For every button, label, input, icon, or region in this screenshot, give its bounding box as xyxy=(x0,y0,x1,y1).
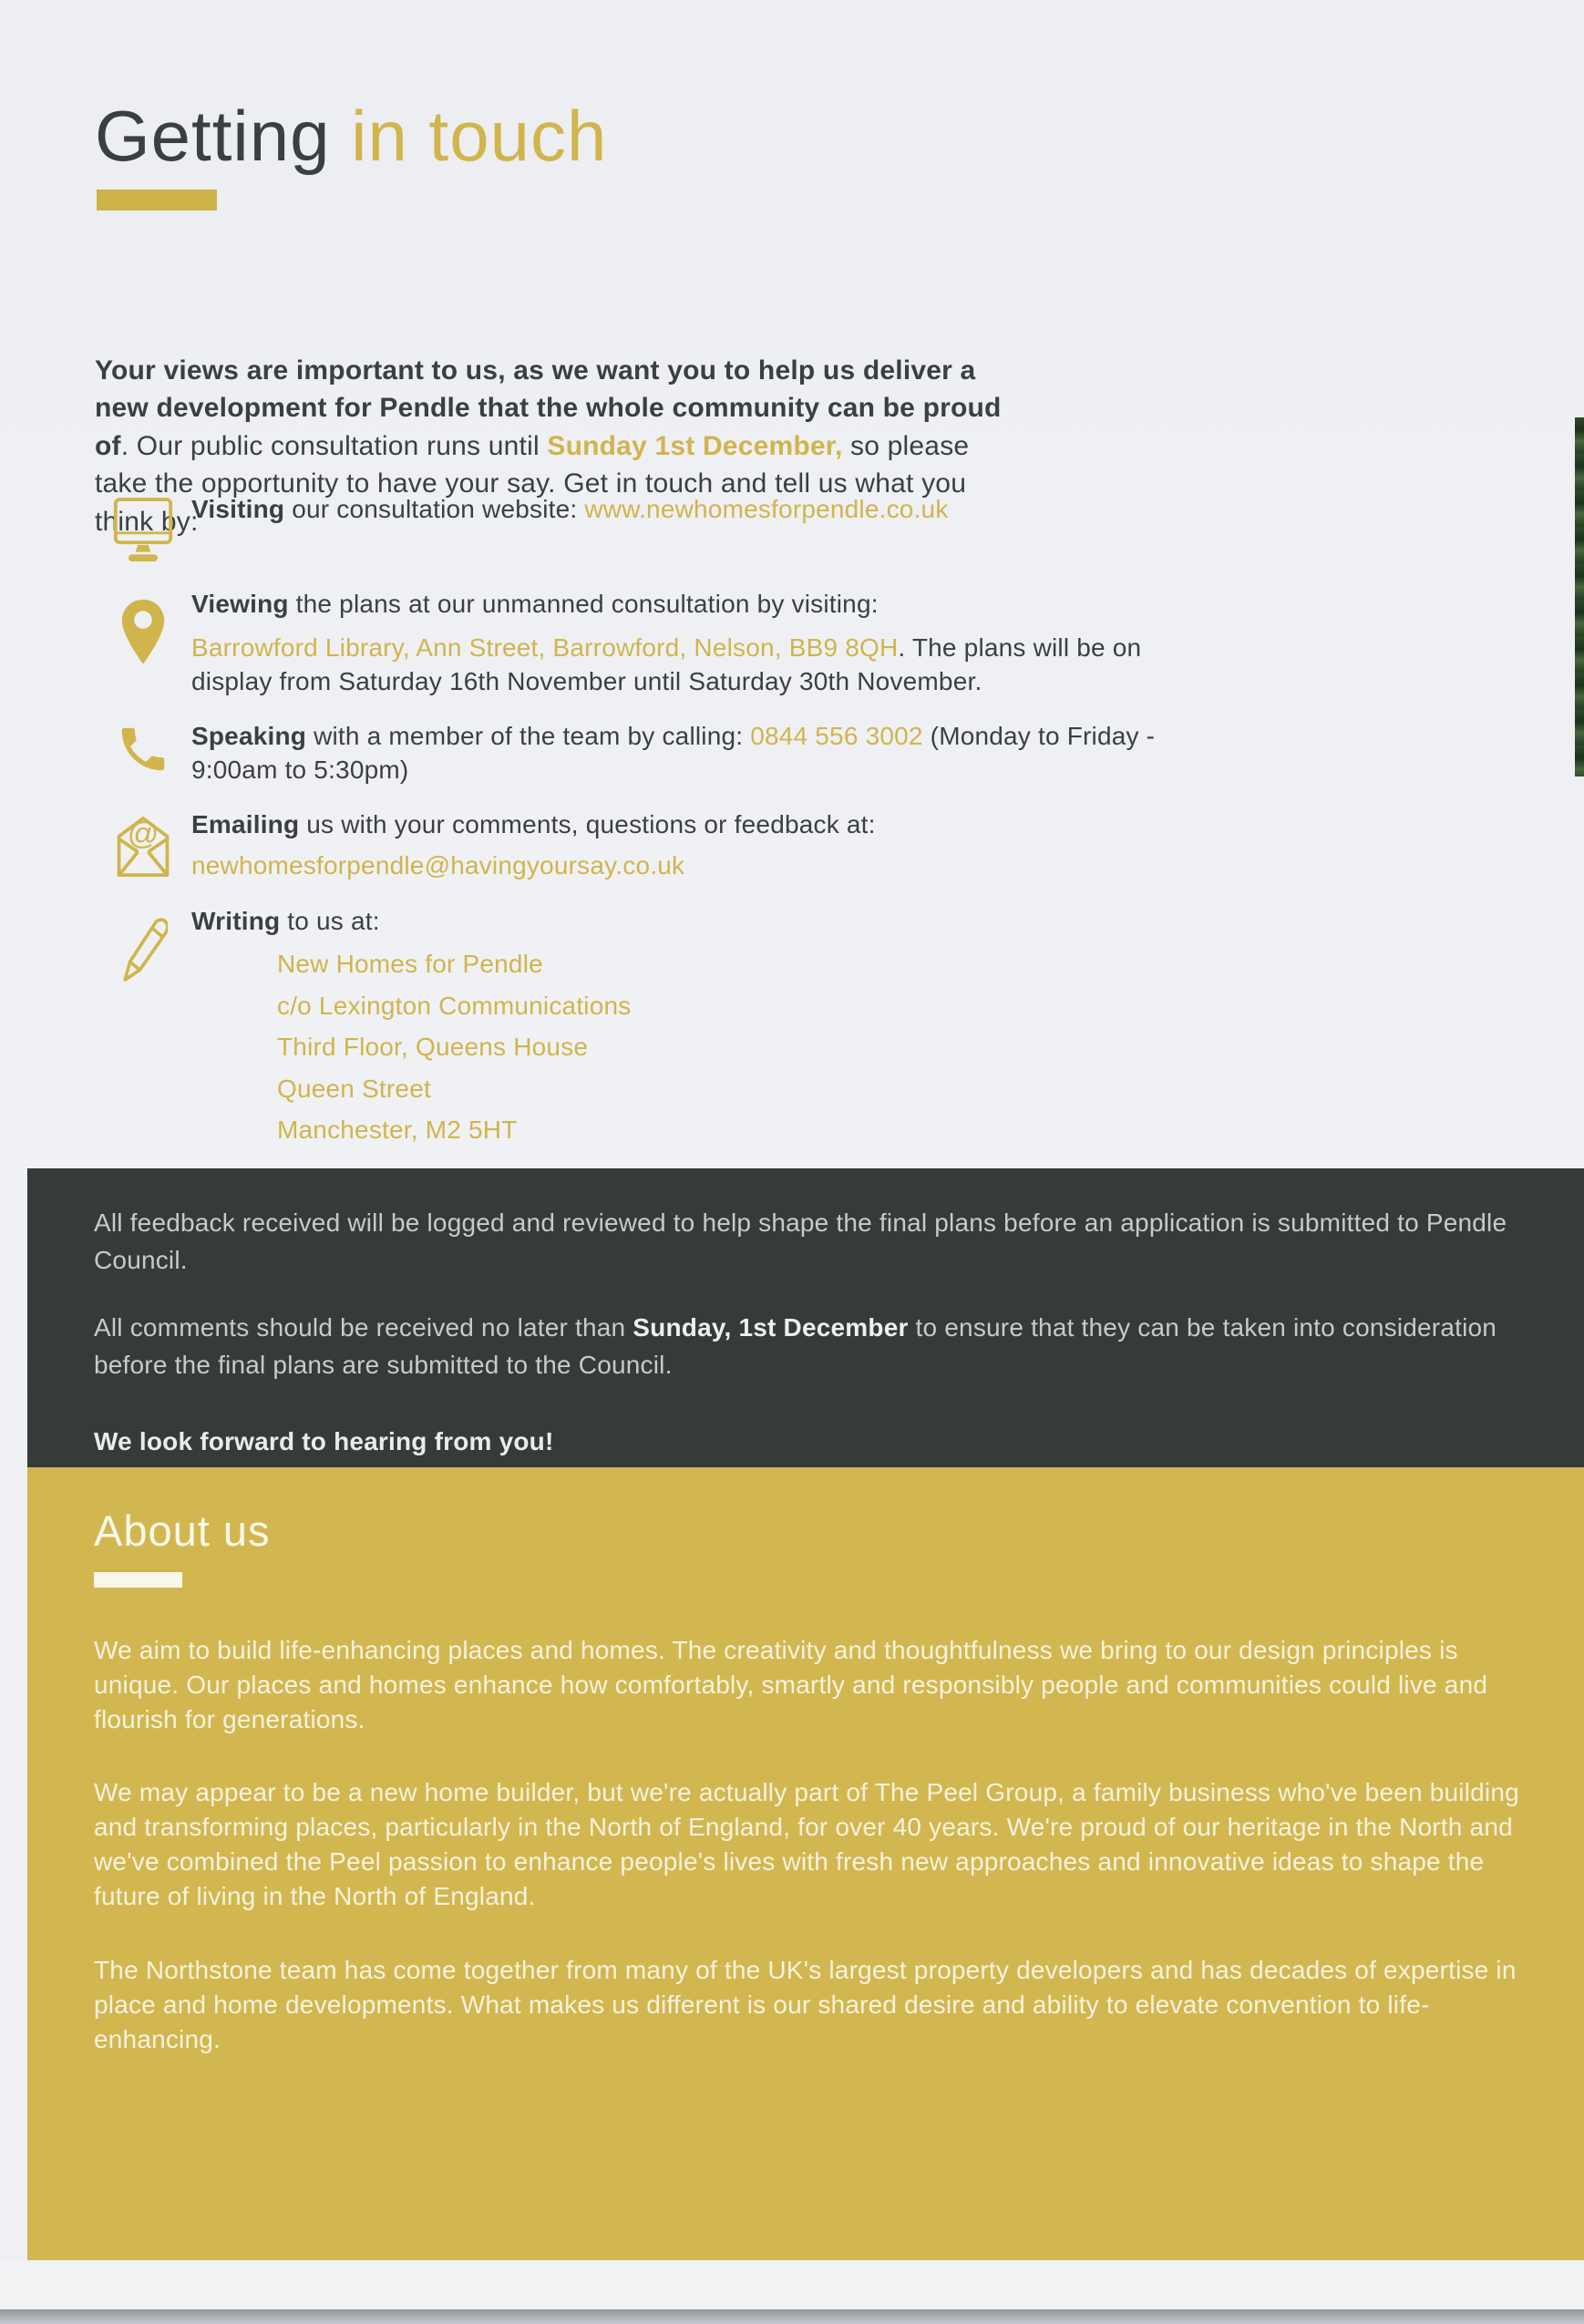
contact-item-writing xyxy=(95,904,1170,1155)
pencil-icon xyxy=(95,904,191,990)
emailing-label: Emailing xyxy=(191,809,300,838)
venue-address: Barrowford Library, Ann Street, Barrowford, Nelson, BB9 8QH xyxy=(191,632,899,662)
scan-edge-photo-sliver xyxy=(1575,417,1584,776)
about-heading: About us xyxy=(94,1506,271,1555)
about-paragraph-1: We aim to build life-enhancing places and homes. The creativity and thoughtfulness we bring to our design principles is unique. Our places and homes enhance how comfortably, smartly and responsibly people and communities could live and flourish for generations. xyxy=(94,1636,1488,1734)
deadline-text-after: to ensure that they can be taken into consideration before the final plans are submitted to the Council. xyxy=(94,1313,1497,1379)
deadline-date: Sunday, 1st December xyxy=(633,1313,909,1342)
page-title xyxy=(95,95,607,178)
feedback-paragraph-2 xyxy=(94,1310,1529,1383)
contact-item-visiting xyxy=(95,492,1170,567)
email-address: newhomesforpendle@havingyoursay.co.uk xyxy=(191,851,685,880)
consultation-website-url: www.newhomesforpendle.co.uk xyxy=(584,495,949,523)
visiting-label: Visiting xyxy=(191,495,285,523)
writing-label: Writing xyxy=(191,906,281,935)
address-line: New Homes for Pendle xyxy=(277,950,543,979)
feedback-info-panel xyxy=(27,1168,1584,1467)
intro-deadline: Sunday 1st December, xyxy=(547,430,843,461)
contact-item-text xyxy=(191,807,1170,883)
title-underline-bar xyxy=(97,190,217,211)
about-underline-bar xyxy=(94,1572,182,1588)
monitor-icon xyxy=(95,492,191,567)
intro-after-lead: . Our public consultation runs until xyxy=(120,430,548,461)
phone-hours: (Monday to Friday - 9:00am to 5:30pm) xyxy=(191,721,1156,785)
about-us-panel xyxy=(27,1467,1584,2260)
speaking-text: with a member of the team by calling: xyxy=(306,721,751,750)
contact-item-viewing xyxy=(95,587,1170,699)
phone-icon xyxy=(95,719,191,777)
signoff-line: We look forward to hearing from you! xyxy=(94,1427,554,1456)
address-line: Queen Street xyxy=(277,1074,431,1103)
deadline-text-before: All comments should be received no later than xyxy=(94,1313,633,1342)
phone-number: 0844 556 3002 xyxy=(750,721,923,750)
contact-item-text xyxy=(191,719,1170,787)
viewing-line xyxy=(191,587,1170,622)
emailing-line xyxy=(191,807,1170,842)
feedback-paragraph-1: All feedback received will be logged and reviewed to help shape the final plans before an application is submitted to Pendle Council. xyxy=(94,1208,1507,1274)
venue-dates: . The plans will be on display from Saturday 16th November until Saturday 30th November. xyxy=(191,632,1142,696)
address-line: c/o Lexington Communications xyxy=(277,991,632,1020)
contact-item-speaking xyxy=(95,719,1170,787)
viewing-text: the plans at our unmanned consultation by visiting: xyxy=(288,590,879,618)
location-pin-icon xyxy=(95,587,191,678)
about-paragraph-2: We may appear to be a new home builder, but we're actually part of The Peel Group, a family business who've been building and transforming places, particularly in the North of England, for over 40 years. We're proud of our heritage in the North and we've combined the Peel passion to enhance people's lives with fresh new approaches and innovative ideas to shape the future of living in the North of England. xyxy=(94,1778,1519,1911)
venue-line xyxy=(191,631,1170,699)
writing-text: to us at: xyxy=(280,906,380,935)
intro-after-deadline: so please take the opportunity to have your say. Get in touch and tell us what you think by: xyxy=(95,430,970,537)
scan-bottom-edge xyxy=(0,2309,1584,2324)
address-line: Third Floor, Queens House xyxy=(277,1033,589,1062)
intro-lead: Your views are important to us, as we want you to help us deliver a new development for Pendle that the whole community can be proud of xyxy=(95,355,1002,461)
contact-item-emailing xyxy=(95,807,1170,884)
contact-item-text xyxy=(191,492,1170,527)
writing-line xyxy=(191,904,1170,939)
speaking-label: Speaking xyxy=(191,721,307,750)
title-gold-part: in touch xyxy=(351,96,608,176)
about-paragraph-3: The Northstone team has come together from many of the UK's largest property developers and has decades of expertise in place and home developments. What makes us different is our shared desire and ability to elevate convention to life-enhancing. xyxy=(94,1955,1517,2053)
contact-method-list xyxy=(95,492,1170,1175)
svg-text:@: @ xyxy=(127,816,159,851)
contact-item-text xyxy=(191,587,1170,699)
contact-item-text xyxy=(191,904,1170,1155)
visiting-text: our consultation website: xyxy=(284,495,585,523)
address-line: Manchester, M2 5HT xyxy=(277,1116,518,1145)
email-icon xyxy=(95,807,191,884)
postal-address-block xyxy=(277,947,1170,1147)
emailing-text: us with your comments, questions or feedback at: xyxy=(299,809,876,838)
viewing-label: Viewing xyxy=(191,590,289,618)
title-dark-part: Getting xyxy=(95,96,331,176)
